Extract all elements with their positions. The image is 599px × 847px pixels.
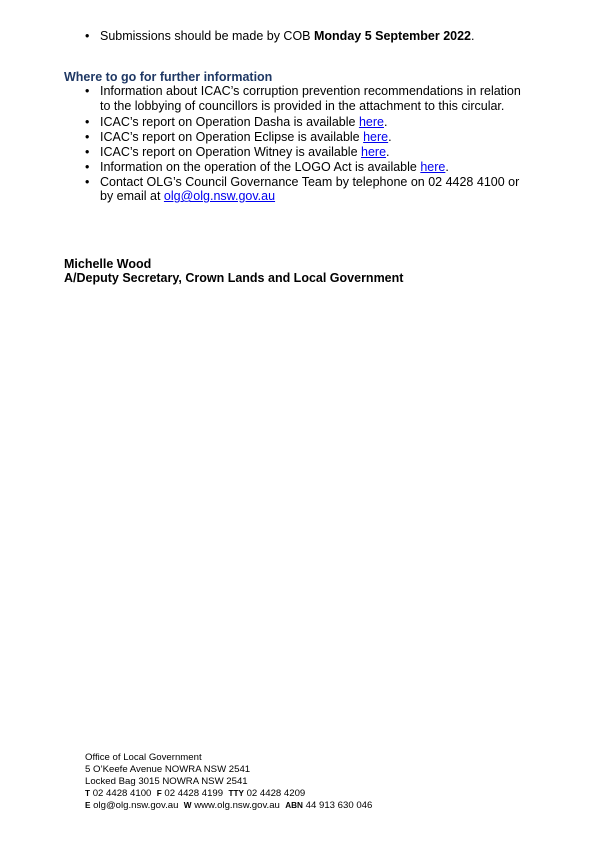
list-item-period: . [383,115,388,129]
list-item-text: Information about ICAC’s corruption prevention recommendations in relation [100,84,521,98]
further-info-heading: Where to go for further information [64,70,273,84]
email-link[interactable]: olg@olg.nsw.gov.au [163,189,276,203]
email-label: E [85,801,91,810]
witney-report-link[interactable]: here [361,145,387,159]
footer-tty: 02 4428 4209 [246,788,306,799]
bullet-icon: • [85,115,90,129]
phone-label: T [85,789,91,798]
submission-period: . [471,29,475,43]
fax-label: F [156,789,162,798]
tty-label: TTY [228,789,244,798]
bullet-icon: • [85,175,90,189]
bullet-icon: • [85,84,90,98]
signatory-name: Michelle Wood [64,257,152,271]
bullet-icon: • [85,130,90,144]
list-item-text: ICAC’s report on Operation Witney is available [100,145,361,159]
bullet-icon: • [85,29,90,43]
footer-phone-line [85,788,305,800]
footer-org: Office of Local Government [85,752,202,763]
list-item-text: ICAC’s report on Operation Dasha is available [100,115,359,129]
list-item-text: to the lobbying of councillors is provided in the attachment to this circular. [100,99,505,113]
list-item-period: . [388,130,392,144]
logo-act-link[interactable]: here [420,160,446,174]
footer-web: www.olg.nsw.gov.au [194,800,280,811]
footer-abn: 44 913 630 046 [305,800,373,811]
bullet-icon: • [85,145,90,159]
list-item-period: . [386,145,390,159]
eclipse-report-link[interactable]: here [363,130,389,144]
list-item-text: Contact OLG’s Council Governance Team by telephone on 02 4428 4100 or [100,175,520,189]
footer-email: olg@olg.nsw.gov.au [93,800,179,811]
footer-contact-line [85,800,372,812]
list-item-text: by email at [100,189,164,203]
footer-fax: 02 4428 4199 [164,788,224,799]
abn-label: ABN [285,801,303,810]
submission-date: Monday 5 September 2022 [314,29,472,43]
footer-postal-address: Locked Bag 3015 NOWRA NSW 2541 [85,776,248,787]
footer-street-address: 5 O’Keefe Avenue NOWRA NSW 2541 [85,764,251,775]
bullet-icon: • [85,160,90,174]
footer-phone: 02 4428 4100 [92,788,152,799]
dasha-report-link[interactable]: here [358,115,384,129]
submission-text: Submissions should be made by COB [100,29,314,43]
web-label: W [183,801,192,810]
list-item-text: ICAC’s report on Operation Eclipse is available [100,130,364,144]
list-item-period: . [445,160,449,174]
list-item-text: Information on the operation of the LOGO Act is available [100,160,421,174]
signatory-title: A/Deputy Secretary, Crown Lands and Local Government [64,271,404,285]
